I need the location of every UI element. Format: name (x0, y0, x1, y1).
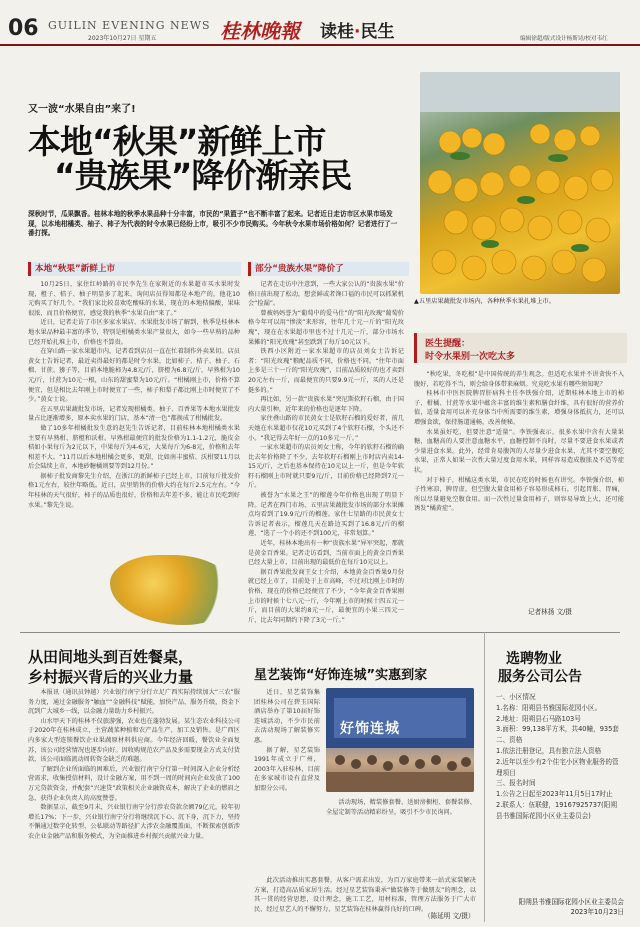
notice-title-line1: 选聘物业 (506, 651, 562, 667)
event-banner-text: 好饰连城 (340, 721, 400, 737)
paragraph: 近年，桂林本地出有一种“贵族水果”异军突起，那就是黄金百香果。记者走访看到，当前市面上的黄金百香果已经大量上市，目前出现的最低价在每斤10元以上。 (248, 540, 404, 567)
fruit-market-photo (420, 72, 620, 294)
fruit-photo-illustration (420, 72, 620, 294)
paragraph: 本报讯（通讯员钟越）兴业银行南宁分行立足广西实际持续加大“三农”服务力度，通过金融服务“触血”“金融科技”赋能，加快产品、服务升级，资金下沉到广大城乡一线，以金融力量助力乡村振兴。 (28, 689, 240, 716)
paragraph: 曾被妈妈誉为“葡萄中的爱马仕”的“阳光玫瑰”葡萄价格今年可以用“惨淡”来形容，往年几十元一斤的“阳光玫瑰”，现在在水果超市里也不过十几元一斤，部分市场水果摊的“阳光玫瑰”甚至跌到了每斤10元以下。 (248, 309, 404, 346)
photo-caption: ▲五里店果蔬批发市场内，各种秋季水果扎堆上市。 (414, 298, 555, 305)
paragraph: 山水甲天下的桂林不仅旅游强，农业也在蓬勃发展。某生态农业科技公司于2020年在桂林成立，主营蔬菜种植和农产品生产、加工及销售。是广西区内多家大型连锁餐饮企业果蔬原材料供应商。今年经济回暖，餐饮业全面复苏，该公司经营情况也逐步向好。因收购规范农产品及多需要现金方式支付货款，该公司面临流动周转资金缺乏的难题。 (28, 717, 240, 764)
notice-item: 二、资格 (496, 736, 523, 745)
bank-headline-line2: 乡村振兴背后的兴业力量 (28, 668, 194, 686)
paragraph: 桂林市中医医院脾胃肝病科主任李铁强介绍，近期桂林本地上市的柿子、柑橘、甘蔗等水果中蕴含丰富的维生素和膳食纤维，具有很好的营养价值，适量食用可以补充身体当中所需要的维生素，增强身体抵抗力，还可以增强食欲，保持肠道通畅，改善便秘。 (414, 390, 624, 426)
paragraph: 近日，记者走访了市区多家水果店、水果批发市场了解到，秋季是桂林本地水果品种最丰富的季节，特别是柑橘类水果产量很大，如今一些早熟的品种已经开始扎堆上市，价格也不算贵。 (28, 319, 240, 346)
paragraph: 活动现场，精装修套餐、送厨房橱柜、套餐装修、全屋定制等活动精彩纷呈，吸引不少市民询问。 (326, 799, 476, 816)
decor-article-part2 (326, 798, 476, 874)
notice-signature (500, 898, 624, 917)
main-byline: 记者林扬 文/摄 (528, 608, 572, 616)
paragraph: 记者在走访中注意到，一些大家公认的“贵族水果”价格日前出现了松动，想尝鲜或者馋口福的市民可以抓紧机会“捡漏”。 (248, 281, 404, 308)
paragraph: 10月25日，家住红岭路的市民李先生在家附近的水果超市买水果时发现，橙子、桔子、柚子明显多了起来，询问店员得知都是本地产的，他花10元购买了好几个。“我们家比较喜欢吃酸味的水果，现在的本地桔偏酸，果味很浓，而且价格便宜，感觉我的秋季“水果自由”来了。” (28, 281, 240, 317)
notice-item: 1.名称：阳朔县书雅国际花园小区。 (496, 703, 602, 712)
notice-date: 2023年10月23日 (570, 907, 624, 916)
article-column-3 (414, 370, 624, 614)
editor-credits: 编辑徐超/版式设计杨斯诗/校对韦红 (520, 36, 608, 42)
article-column-2 (248, 280, 404, 623)
brand-english: GUILIN EVENING NEWS (48, 19, 211, 32)
subhead-price-drop: 部分“贵族水果”降价了 (248, 262, 409, 276)
paragraph: 数据显示，截至9月末，兴业银行南宁分行涉农贷款余额79亿元，较年初增长17%；下一步，兴业银行南宁分行将继续沉下心、沉下身，沉下力，坚持不懈通过数字化转型、公私联动等路径扩大涉农金融覆盖面，不断探索创新涉农企业金融产品和服务模式，为全面推进乡村振兴贡献兴业力量。 (28, 804, 240, 840)
notice-item: 三、报名时间 (496, 779, 536, 788)
section-name: 读桂 (320, 22, 354, 42)
bank-headline-line1: 从田间地头到百姓餐桌， (28, 648, 194, 666)
fruit-decoration (110, 555, 234, 625)
section-dot: · (354, 22, 361, 42)
headline-line1: 本地“秋果”新鲜上市 (28, 122, 326, 161)
doctor-tip-title: 时令水果别一次吃太多 (425, 352, 516, 362)
paragraph: 家住叠山路的市民黄女士是软籽石榴的爱好者，前几天她在水果超市仅花10元买到了4个软籽石榴，个头还不小。“我记得去年好一点的10多元一斤。” (248, 415, 404, 442)
kicker: 又一波“水果自由”来了! (28, 104, 136, 115)
notice-title-line2: 服务公司公告 (498, 669, 582, 685)
notice-item: 一、小区情况 (496, 693, 536, 701)
paragraph: 水果虽好吃，但要注意“适量”。李铁强表示，很多水果中含有大量果糖，血糖高的人要注意血糖水平，血糖控制不良时，尽量不要进食水果或者少量进食水果。此外，经常肯易腹泻的人尽量少进食水果，尤其不要空腹吃水果，正常人如果一次性大量过度食用水果，同样容易造成腹胀及不适等症状。 (414, 428, 624, 474)
doctor-tip-heading (414, 333, 627, 363)
notice-org-name: 阳朔县书雅国际花园小区业主委员会 (518, 898, 624, 906)
section-title (320, 17, 394, 42)
paragraph: 铁西小区附近一家水果超市的店员刘女士告诉记者：“阳光玫瑰”粮配品质不同，价格也不同。“往年市面上多是三十一斤的“阳光玫瑰”，目前品质较好的也才卖到20元左右一斤，而最便宜的只要9.9元一斤，买的人还是挺多的。” (248, 348, 404, 394)
decor-headline: 星艺装饰“好饰连城”实惠到家 (254, 668, 428, 683)
subhead-local-fruit: 本地“秋果”新鲜上市 (28, 262, 241, 276)
paragraph: 被誉为“水果之王”的榴莲今年价格也出现了明显下降。记者在西门市场、五里店果蔬批发市场的部分水果摊点均看到了19.9元/斤的榴莲。家住七星路的市民黄女士告诉记者表示，榴莲几天在路边买到了16.8元/斤的榴莲，“选了一个小的还不到100元，非常划算。” (248, 492, 404, 538)
notice-item: 1.依法注册登记，具有独立法人资格 (496, 746, 602, 755)
article-column-1 (28, 280, 240, 570)
doctor-tip-label: 医生提醒： (425, 339, 471, 349)
headline-line2: “贵族果”降价渐亲民 (54, 156, 352, 195)
notice-body (496, 692, 620, 900)
decor-article-part3 (254, 876, 476, 912)
paragraph: 据百香果批发商王女士介绍，本地黄金百香果9月份就已经上市了，目前处于上市高峰，不过对比刚上市时的价格，现在的价格已经便宜了不少，“今年黄金百香果刚上市的时候十七八元一斤，今年刚上市的时候十四五元一斤，而目前的大果约8元一斤，最便宜的小果三四元一斤，比去年同期约下降了3元一斤。” (248, 568, 404, 623)
paragraph: 了解到企业所面临的困难后，兴业银行南宁分行第一时间深入企业分析经营需求，收集授信材料，设计金融方案，用不到一周的时间向企业发放了100万元贷款资金，并配套“兴速贷”政策相关企业融资成本，解决了企业的燃眉之急，获得企业负责人的高度赞誉。 (28, 765, 240, 802)
decor-event-photo (326, 688, 474, 792)
paragraph: 对于柿子，柑橘这类水果，市民在吃的时候也有讲究。李铁强介绍，柿子性寒凉，脾胃虚，但空腹大量食用柿子容易形成柿石，引起胃胀、胃痛，所以尽量避免空腹食用。而一次性过量食用柿子，则容易导致上火，还可能诱发“橘黄症”。 (414, 476, 624, 513)
paragraph: 近日，星艺装饰集团桂林公司在碧玉国际酒店举办了第10届好饰连城活动，不少市民前去活动现场了解装修实惠。 (254, 689, 320, 744)
paragraph: 在五里店果蔬批发市场，记者发现柑橘类、柚子、百香果等本地水果批发量占比逐渐增多，原本卖水果的门店，基本“清一色”都换成了柑橘批发。 (28, 405, 240, 423)
decor-article-part1 (254, 688, 320, 874)
paragraph: “秋吃果，冬吃根”是中国传统的养生观念。但适吃水果并不讲贪快不入腹好，若吃得不当，则会给身体带来麻烦。究竟吃水果有哪些须知呢？ (414, 371, 624, 388)
brand-logo: 桂林晚報 (220, 19, 300, 43)
lead-paragraph: 深秋时节，瓜果飘香。桂林本地的秋季水果品种十分丰富，市民的“果篮子”也不断丰富了起来。记者近日走访市区水果市场发现，以本地柑橘类、柚子、柿子为代表的时令水果已经纷上市，吸引不少市民购买。今年秋令水果市场价格如何？记者进行了一番打探。 (28, 210, 398, 237)
page-number: 06 (8, 16, 39, 41)
paragraph: 做了10多年柑橘批发生意的赵先生告诉记者，目前桂林本地柑橘类水果主要有早熟柑、脐橙和沃柑。早熟柑最便宜的批发价格为1.1-1.2元，脆皮金桔如小果每斤为2元以下，中果每斤为4-6元，大果每斤为6-8元，价格和去年相差不大。“11月以后本地柑橘会更多，更甜，比如南丰蜜桔、沃柑要11月以后会陆续上市，本地砂糖橘则要等到12月份。” (28, 424, 240, 471)
header-rule (0, 44, 640, 46)
notice-item: 2.近年以至少有2个住宅小区物业服务的管理项目 (496, 757, 619, 777)
section-sub: 民生 (360, 22, 395, 42)
notice-item: 2.地址：阳朔县石马路103号 (496, 714, 581, 723)
decor-byline: （陈延明 文/摄） (424, 912, 475, 920)
issue-date: 2023年10月27日 星期五 (88, 35, 157, 42)
notice-item: 1.公告之日起至2023年11月5日17时止 (496, 790, 613, 799)
paragraph: 在穿山路一家水果超市内，记者看到店员一直在忙着制作外卖果切。店员黄女士告诉记者，最近卖得最好的都是时令水果，比如柿子、桔子、柚子、石榴、甘蔗、猕子等，目前本地脆柿为4.8元/斤，脐橙为6.8元/斤，早熟柑为10元/斤，甘蔗为10元一根，山东的甜蜜梨为10元/斤。“柑橘刚上市，价格不算便宜，但是相比去年刚上市时便宜了一些，柿子和梨子都比刚上市时便宜了不少。”黄女士说。 (28, 348, 240, 404)
bank-article (28, 688, 240, 916)
paragraph: 再比如，另一款“贵族水果”突尼斯软籽石榴，由于国内大量引种，近年来的价格也是逐年下降。 (248, 396, 404, 413)
notice-item: 3.面积：99,138平方米，共40幢，935套 (496, 725, 619, 734)
event-stage-illustration (326, 688, 474, 792)
paragraph: 一家水果超市的店员刘女士称，今年的软籽石榴的确比去年价格降了不少，去年软籽石榴刚上市时店内卖14-15元/斤，之后也基本保持在10元以上一斤，但是今年软籽石榴刚上市时就只要9元/斤，目前价格已经降到7元一斤。 (248, 444, 404, 490)
notice-item: 2.联系人：伍联健，19167925737(阳朔县书雅国际花园小区业主委员会) (496, 800, 617, 820)
paragraph: 据柿子批发商黎先生介绍，在浙江的新鲜柿子已经上市，目前每斤批发价格1元左右，较往年略低。近日，店里销售的价格大约在每斤2.5元左右。“今年桂林的天气很好，柿子的品质也很好，价格和去年差不多，能让市民吃到好水果。”黎先生说。 (28, 472, 240, 509)
page-header (0, 0, 640, 46)
paragraph: 此次活动推出实惠套餐，从客户需求出发，为百万家庭带来一站式家装解决方案，打造高品质家居生活。经过星艺装饰秉承“做装修等于做朋友”的理念，以其一贯的经营思想，设计理念，施工工艺，用材标准，管理方法服务于广大市民，经过星艺人的不懈努力，星艺装饰在桂林赢得良好的口碑。 (254, 877, 476, 912)
paragraph: 据了解，星艺装饰1991年成立于广州，2003年入驻桂林，目前在多家城市设有直营及加盟分公司。 (254, 746, 320, 792)
